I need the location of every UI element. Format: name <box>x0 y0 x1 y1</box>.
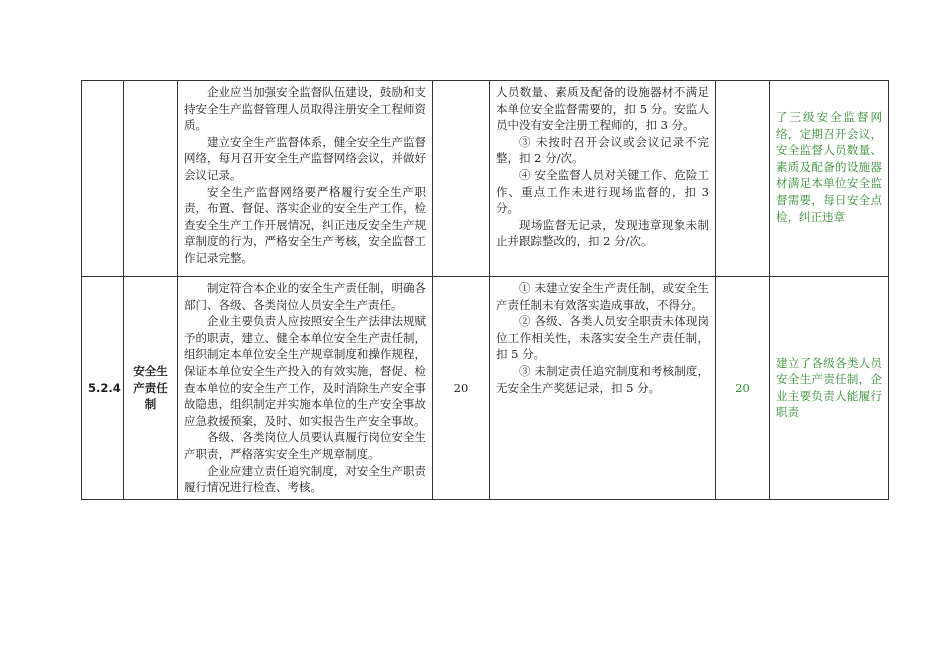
actual-score-cell <box>716 277 770 500</box>
method-paragraph: ③ 未按时召开会议或会议记录不完整，扣 2 分/次。 <box>496 134 709 166</box>
evaluation-table <box>81 80 889 500</box>
content-paragraph: 制定符合本企业的安全生产责任制，明确各部门、各级、各类岗位人员安全生产责任。 <box>184 281 426 312</box>
content-paragraph: 企业应当加强安全监督队伍建设，鼓励和支持安全生产监督管理人员取得注册安全工程师资质。 <box>184 85 426 133</box>
method-paragraph: ② 各级、各类人员安全职责未体现岗位工作相关性，未落实安全生产责任制，扣 5 分。 <box>496 314 709 362</box>
method-paragraph: 现场监督无记录，发现违章现象未制止并跟踪整改的，扣 2 分/次。 <box>496 217 709 249</box>
method-paragraph: 人员数量、素质及配备的设施器材不满足本单位安全监督需要的，扣 5 分。安监人员中没有安全注册工程师的，扣 3 分。 <box>496 85 709 133</box>
content-paragraph: 企业应建立责任追究制度，对安全生产职责履行情况进行检查、考核。 <box>184 463 426 495</box>
remark-text: 了三级安全监督网络，定期召开会议，安全监督人员数量、素质及配备的设施器材满足本单位安全监督需要，每日安全点检，纠正违章 <box>776 110 882 224</box>
method-paragraph: ③ 未制定责任追究制度和考核制度，无安全生产奖惩记录，扣 5 分。 <box>496 363 709 395</box>
actual-score-cell <box>716 81 770 277</box>
table-row <box>82 277 889 500</box>
item-name-cell <box>124 277 178 500</box>
item-number-cell <box>82 277 124 500</box>
remark-cell <box>770 277 889 500</box>
standard-score-cell <box>433 277 490 500</box>
method-paragraph: ① 未建立安全生产责任制，或安全生产责任制未有效落实造成事故，不得分。 <box>496 281 709 312</box>
remark-cell <box>770 81 889 277</box>
method-paragraph: ④ 安全监督人员对关键工作、危险工作、重点工作未进行现场监督的，扣 3 分。 <box>496 167 709 216</box>
standard-score-cell <box>433 81 490 277</box>
content-paragraph: 各级、各类岗位人员要认真履行岗位安全生产职责，严格落实安全生产规章制度。 <box>184 430 426 461</box>
item-number: 5.2.4 <box>88 380 121 395</box>
content-cell <box>178 81 433 277</box>
actual-score: 20 <box>735 380 750 395</box>
method-cell <box>490 81 716 277</box>
item-number-cell <box>82 81 124 277</box>
remark-text: 建立了各级各类人员安全生产责任制，企业主要负责人能履行职责 <box>776 355 882 420</box>
content-cell <box>178 277 433 500</box>
table-row <box>82 81 889 277</box>
content-paragraph: 建立安全生产监督体系，健全安全生产监督网络，每月召开安全生产监督网络会议，并做好会议记录。 <box>184 134 426 182</box>
item-name-cell <box>124 81 178 277</box>
method-cell <box>490 277 716 500</box>
content-paragraph: 安全生产监督网络要严格履行安全生产职责，布置、督促、落实企业的安全生产工作，检查安全生产工作开展情况，纠正违反安全生产规章制度的行为，严格安全生产考核，安全监督工作记录完整。 <box>184 184 426 265</box>
content-paragraph: 企业主要负责人应按照安全生产法律法规赋予的职责，建立、健全本单位安全生产责任制，组织制定本单位安全生产规章制度和操作规程，保证本单位安全生产投入的有效实施，督促、检查本单位的安全生产工作，及时消除生产安全事故隐患，组织制定并实施本单位的生产安全事故应急救援预案，及时、如实报告生产安全事故。 <box>184 314 426 428</box>
standard-score: 20 <box>453 380 469 395</box>
item-name: 安全生产责任制 <box>133 363 168 412</box>
